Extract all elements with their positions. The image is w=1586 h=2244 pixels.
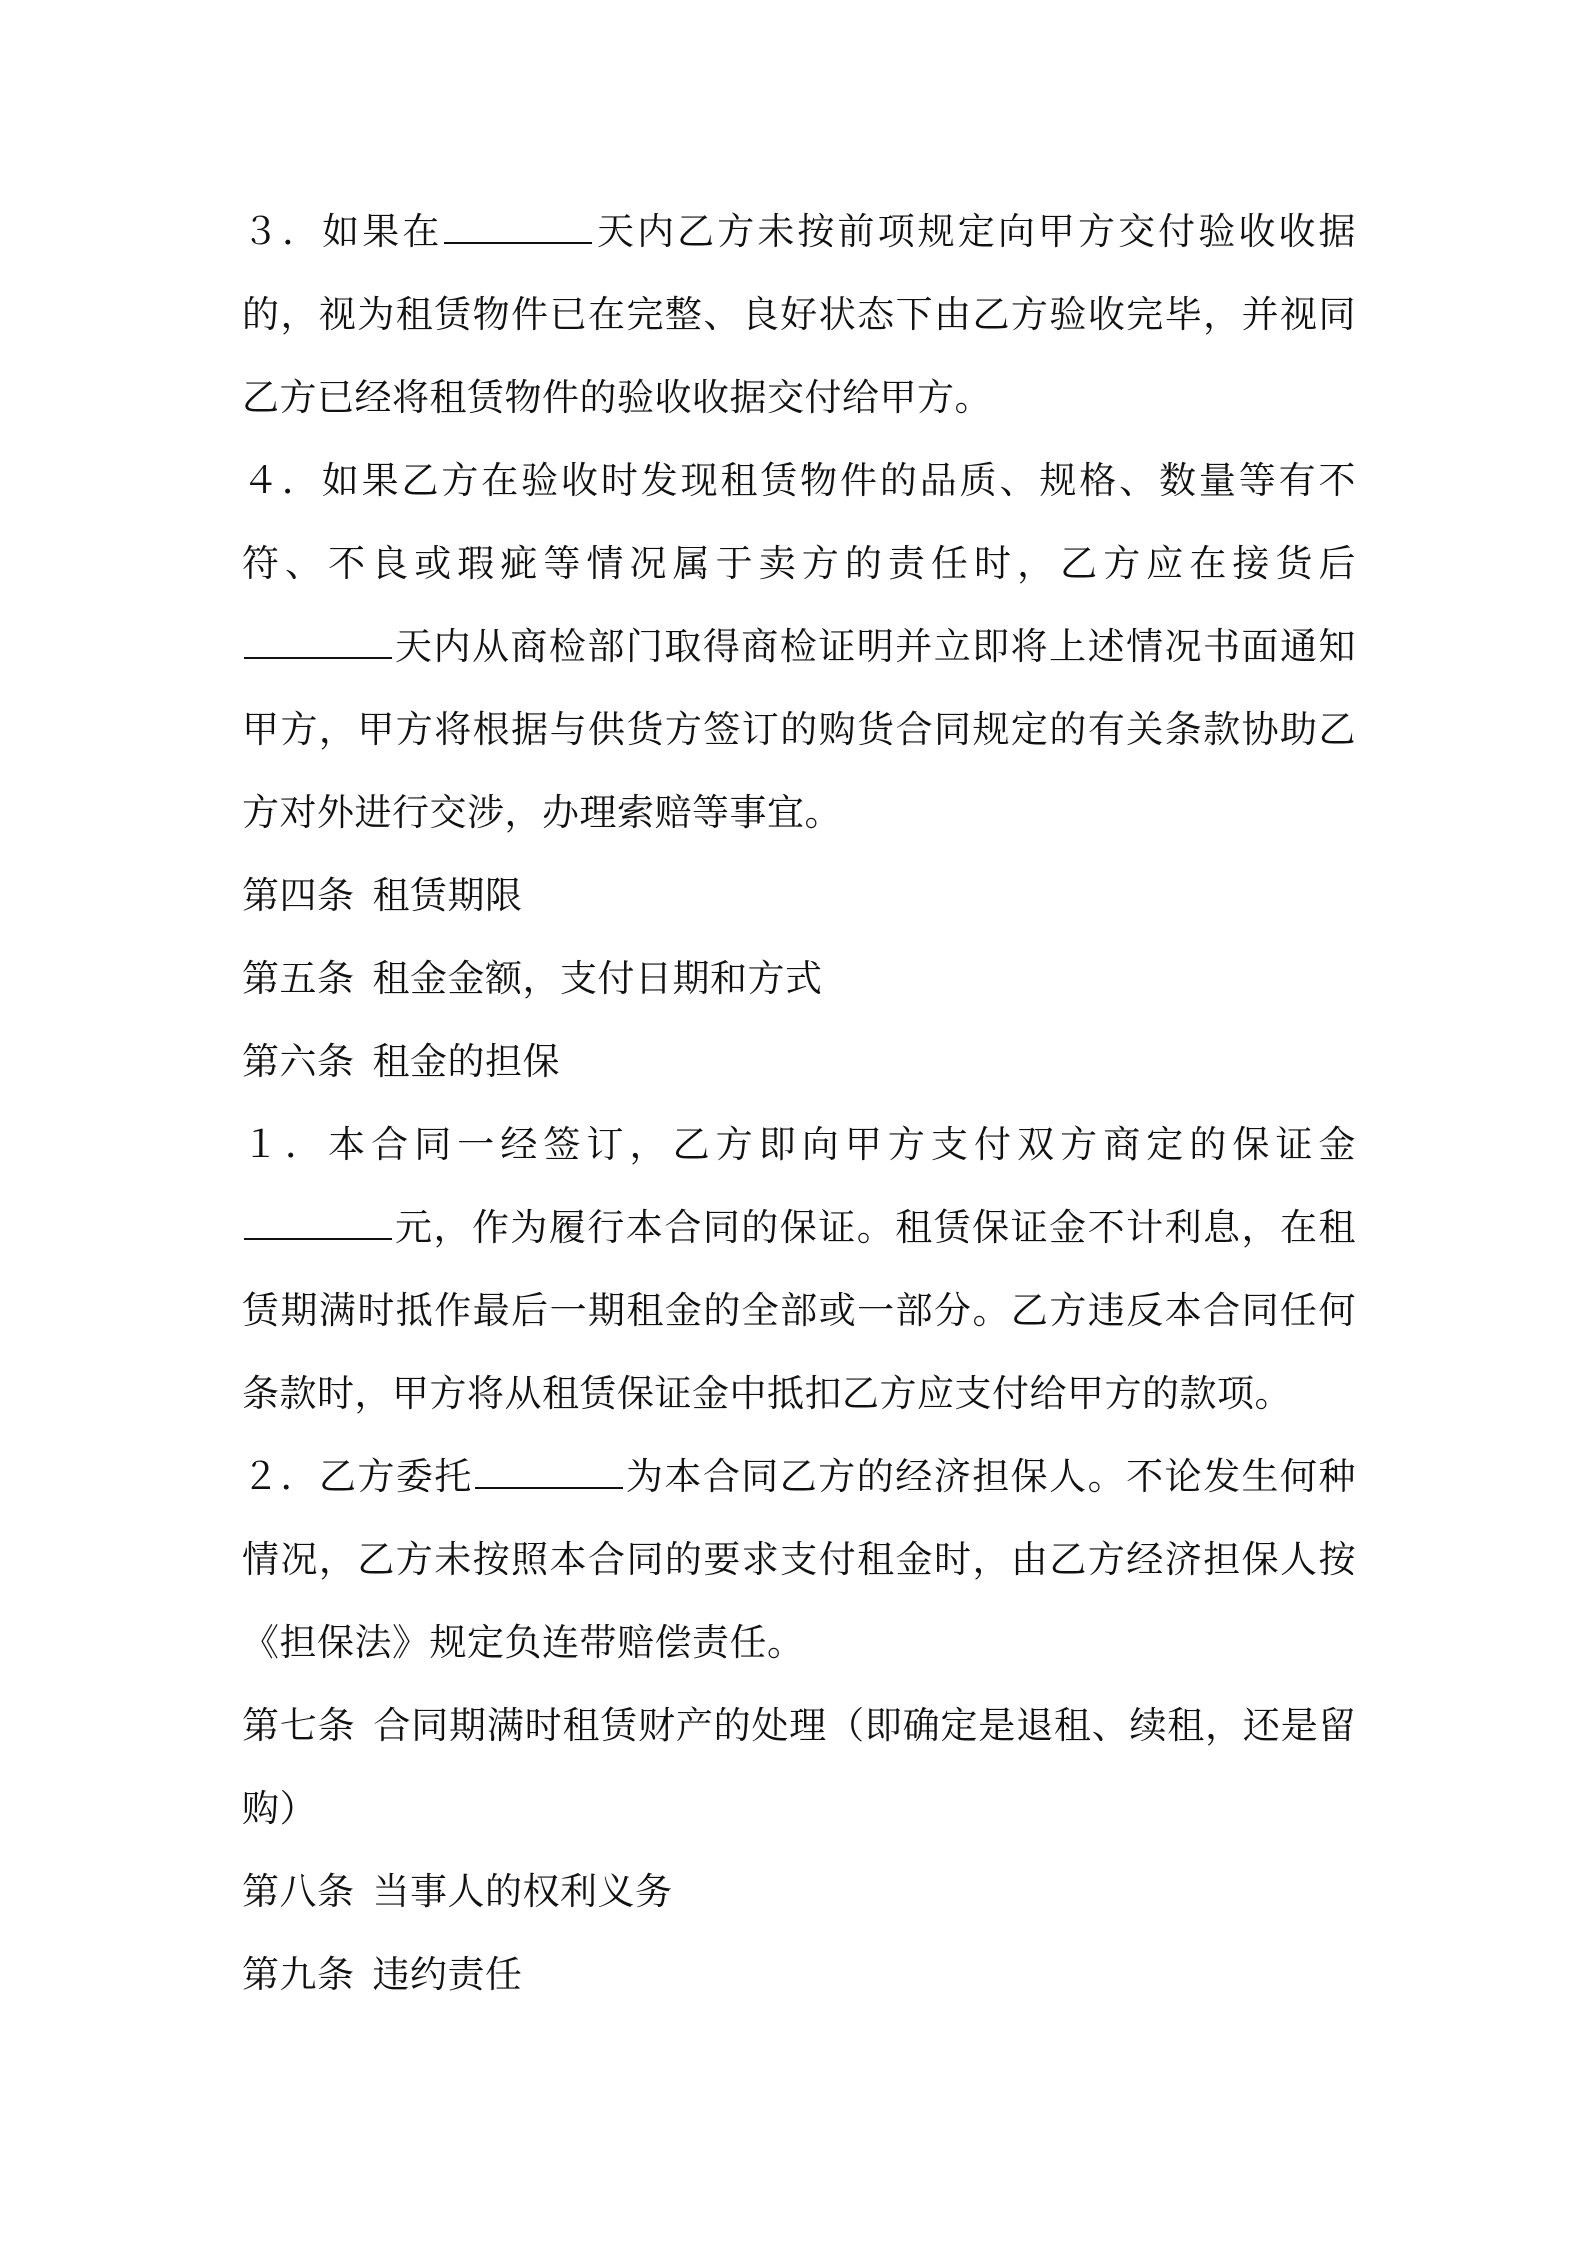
clause-text: 天内乙方未按前项规定向甲方交付验收收据的，视为租赁物件已在完整、良好状态下由乙方验收完毕，并视同乙方已经将租赁物件的验收收据交付给甲方。 [242, 210, 1357, 419]
fill-in-blank-amount [244, 1208, 392, 1240]
article-5-heading [242, 937, 1356, 1020]
clause-text: ３．如果在 [242, 210, 443, 253]
clause-text: ４．如果乙方在验收时发现租赁物件的品质、规格、数量等有不符、不良或瑕疵等情况属于卖方的责任时，乙方应在接货后 [242, 459, 1356, 585]
article-4-heading [242, 854, 1356, 937]
article-number: 第八条 [242, 1870, 355, 1913]
article-6-heading [242, 1020, 1356, 1103]
clause-6-1-deposit [242, 1103, 1356, 1435]
article-title: 租金金额，支付日期和方式 [372, 957, 823, 1000]
article-number: 第五条 [242, 957, 355, 1000]
article-number: 第四条 [242, 874, 355, 917]
article-title: 违约责任 [372, 1953, 523, 1996]
article-title: 租金的担保 [372, 1040, 560, 1083]
article-7-heading [242, 1684, 1356, 1850]
clause-text: １．本合同一经签订，乙方即向甲方支付双方商定的保证金 [242, 1123, 1356, 1166]
document-body [242, 190, 1356, 2016]
clause-text: 为本合同乙方的经济担保人。不论发生何种情况，乙方未按照本合同的要求支付租金时，由乙方经济担保人按《担保法》规定负连带赔偿责任。 [242, 1455, 1357, 1664]
article-9-heading [242, 1933, 1356, 2016]
article-number: 第六条 [242, 1040, 355, 1083]
clause-4-defect-claim [242, 439, 1356, 854]
article-number: 第七条 [242, 1704, 356, 1747]
fill-in-blank-guarantor [475, 1457, 623, 1489]
clause-6-2-guarantor [242, 1435, 1356, 1684]
clause-text: 元，作为履行本合同的保证。租赁保证金不计利息，在租赁期满时抵作最后一期租金的全部或一部分。乙方违反本合同任何条款时，甲方将从租赁保证金中抵扣乙方应支付给甲方的款项。 [242, 1206, 1356, 1415]
article-title: 当事人的权利义务 [372, 1870, 673, 1913]
article-title: 合同期满时租赁财产的处理（即确定是退租、续租，还是留购） [242, 1704, 1357, 1830]
clause-text: ２．乙方委托 [242, 1455, 473, 1498]
article-number: 第九条 [242, 1953, 355, 1996]
article-title: 租赁期限 [372, 874, 523, 917]
fill-in-blank-days [444, 212, 592, 244]
fill-in-blank-days [244, 627, 392, 659]
article-8-heading [242, 1850, 1356, 1933]
clause-3-acceptance-receipt [242, 190, 1356, 439]
clause-text: 天内从商检部门取得商检证明并立即将上述情况书面通知甲方，甲方将根据与供货方签订的购货合同规定的有关条款协助乙方对外进行交涉，办理索赔等事宜。 [242, 625, 1356, 834]
